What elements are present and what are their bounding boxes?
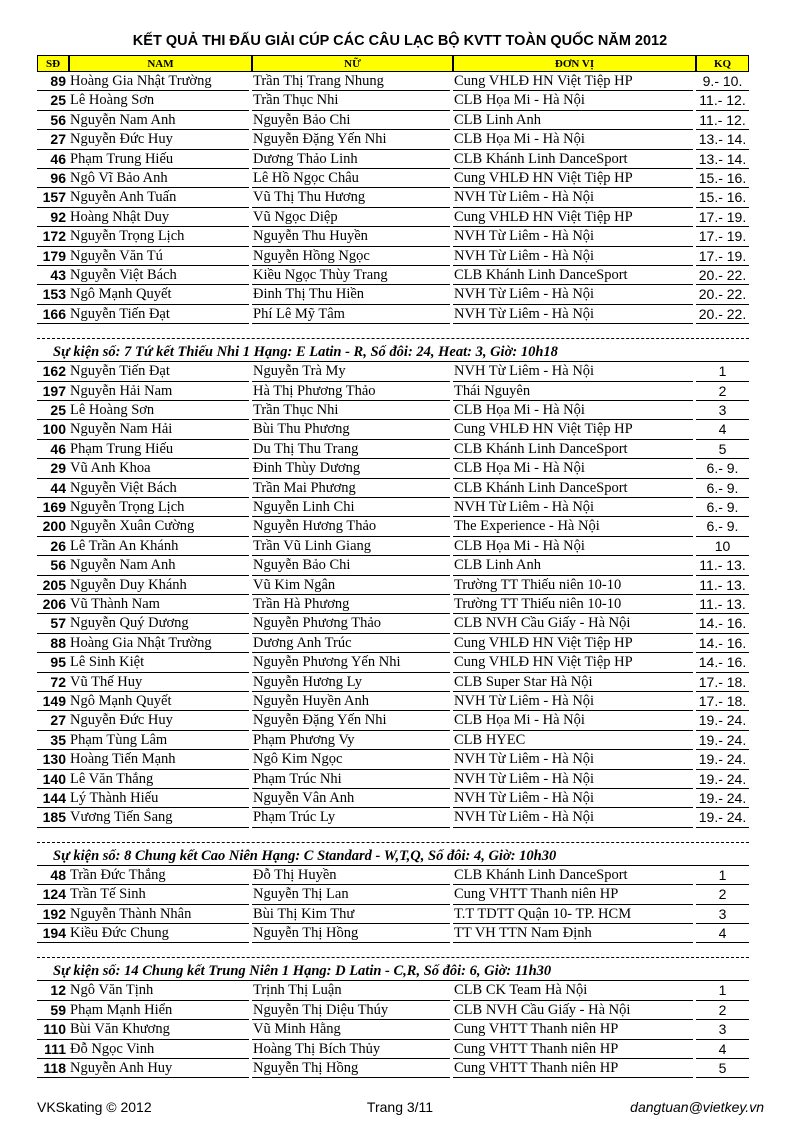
female-dancer-cell: Trần Hà Phương: [252, 595, 450, 614]
club-unit-cell: CLB Họa Mi - Hà Nội: [453, 537, 693, 556]
result-cell: 17.- 19.: [696, 208, 749, 227]
female-dancer-cell: Trần Thục Nhi: [252, 91, 450, 110]
result-cell: 17.- 18.: [696, 692, 749, 711]
female-dancer-cell: Phạm Trúc Ly: [252, 808, 450, 827]
bib-number-cell: 27: [37, 711, 69, 730]
table-row: [37, 981, 749, 1000]
header-kq: KQ: [696, 55, 749, 72]
header-nu: NỮ: [252, 55, 453, 72]
female-dancer-cell: Trịnh Thị Luận: [252, 981, 450, 1000]
female-dancer-cell: Nguyễn Linh Chi: [252, 498, 450, 517]
result-cell: 1: [696, 981, 749, 1000]
bib-number-cell: 111: [37, 1040, 69, 1059]
result-cell: 6.- 9.: [696, 498, 749, 517]
female-dancer-cell: Nguyễn Đặng Yến Nhi: [252, 711, 450, 730]
female-dancer-cell: Vũ Ngọc Diệp: [252, 208, 450, 227]
club-unit-cell: Cung VHTT Thanh niên HP: [453, 885, 693, 904]
result-cell: 3: [696, 401, 749, 420]
footer-page-number: Trang 3/11: [366, 1099, 434, 1115]
bib-number-cell: 157: [37, 188, 69, 207]
result-cell: 19.- 24.: [696, 750, 749, 769]
table-row: [37, 576, 749, 595]
male-dancer-cell: Nguyễn Đức Huy: [69, 711, 249, 730]
club-unit-cell: NVH Từ Liêm - Hà Nội: [453, 692, 693, 711]
bib-number-cell: 185: [37, 808, 69, 827]
result-cell: 11.- 13.: [696, 595, 749, 614]
male-dancer-cell: Lê Sinh Kiệt: [69, 653, 249, 672]
table-row: [37, 266, 749, 285]
result-cell: 17.- 18.: [696, 673, 749, 692]
club-unit-cell: NVH Từ Liêm - Hà Nội: [453, 188, 693, 207]
bib-number-cell: 96: [37, 169, 69, 188]
table-row: [37, 285, 749, 304]
female-dancer-cell: Hoàng Thị Bích Thủy: [252, 1040, 450, 1059]
male-dancer-cell: Hoàng Tiến Mạnh: [69, 750, 249, 769]
table-row: [37, 479, 749, 498]
bib-number-cell: 25: [37, 401, 69, 420]
result-cell: 1: [696, 362, 749, 381]
female-dancer-cell: Kiều Ngọc Thùy Trang: [252, 266, 450, 285]
result-cell: 15.- 16.: [696, 169, 749, 188]
result-cell: 4: [696, 420, 749, 439]
club-unit-cell: Cung VHLĐ HN Việt Tiệp HP: [453, 72, 693, 91]
male-dancer-cell: Nguyễn Xuân Cường: [69, 517, 249, 536]
result-cell: 11.- 12.: [696, 91, 749, 110]
female-dancer-cell: Nguyễn Thu Huyền: [252, 227, 450, 246]
female-dancer-cell: Đinh Thùy Dương: [252, 459, 450, 478]
header-sd: SĐ: [37, 55, 69, 72]
club-unit-cell: Cung VHLĐ HN Việt Tiệp HP: [453, 208, 693, 227]
female-dancer-cell: Dương Thảo Linh: [252, 150, 450, 169]
bib-number-cell: 44: [37, 479, 69, 498]
result-cell: 19.- 24.: [696, 789, 749, 808]
event-heading: Sự kiện số: 14 Chung kết Trung Niên 1 Hạng: D Latin - C,R, Số đôi: 6, Giờ: 11h30: [37, 961, 749, 981]
table-row: [37, 595, 749, 614]
club-unit-cell: CLB Họa Mi - Hà Nội: [453, 401, 693, 420]
result-cell: 11.- 13.: [696, 556, 749, 575]
club-unit-cell: Cung VHLĐ HN Việt Tiệp HP: [453, 420, 693, 439]
result-cell: 14.- 16.: [696, 653, 749, 672]
male-dancer-cell: Ngô Mạnh Quyết: [69, 285, 249, 304]
bib-number-cell: 57: [37, 614, 69, 633]
table-row: [37, 420, 749, 439]
male-dancer-cell: Nguyễn Việt Bách: [69, 266, 249, 285]
club-unit-cell: Thái Nguyên: [453, 382, 693, 401]
male-dancer-cell: Hoàng Gia Nhật Trường: [69, 72, 249, 91]
table-row: [37, 362, 749, 381]
table-row: [37, 382, 749, 401]
female-dancer-cell: Trần Thục Nhi: [252, 401, 450, 420]
result-cell: 20.- 22.: [696, 305, 749, 324]
male-dancer-cell: Phạm Tùng Lâm: [69, 731, 249, 750]
male-dancer-cell: Lê Hoàng Sơn: [69, 401, 249, 420]
result-cell: 19.- 24.: [696, 808, 749, 827]
result-cell: 6.- 9.: [696, 517, 749, 536]
male-dancer-cell: Nguyễn Trọng Lịch: [69, 227, 249, 246]
male-dancer-cell: Vũ Anh Khoa: [69, 459, 249, 478]
bib-number-cell: 194: [37, 924, 69, 943]
table-row: [37, 188, 749, 207]
bib-number-cell: 162: [37, 362, 69, 381]
result-cell: 6.- 9.: [696, 459, 749, 478]
result-cell: 5: [696, 440, 749, 459]
bib-number-cell: 92: [37, 208, 69, 227]
female-dancer-cell: Hà Thị Phương Thảo: [252, 382, 450, 401]
bib-number-cell: 29: [37, 459, 69, 478]
male-dancer-cell: Nguyễn Nam Anh: [69, 111, 249, 130]
table-row: [37, 866, 749, 885]
table-row: [37, 770, 749, 789]
male-dancer-cell: Phạm Trung Hiếu: [69, 440, 249, 459]
male-dancer-cell: Nguyễn Văn Tú: [69, 247, 249, 266]
table-row: [37, 924, 749, 943]
table-row: [37, 1001, 749, 1020]
result-cell: 14.- 16.: [696, 614, 749, 633]
club-unit-cell: Cung VHTT Thanh niên HP: [453, 1040, 693, 1059]
male-dancer-cell: Hoàng Gia Nhật Trường: [69, 634, 249, 653]
male-dancer-cell: Phạm Mạnh Hiển: [69, 1001, 249, 1020]
club-unit-cell: NVH Từ Liêm - Hà Nội: [453, 498, 693, 517]
male-dancer-cell: Nguyễn Tiến Đạt: [69, 362, 249, 381]
club-unit-cell: NVH Từ Liêm - Hà Nội: [453, 362, 693, 381]
bib-number-cell: 46: [37, 150, 69, 169]
bib-number-cell: 95: [37, 653, 69, 672]
club-unit-cell: CLB NVH Cầu Giấy - Hà Nội: [453, 1001, 693, 1020]
male-dancer-cell: Ngô Vĩ Bảo Anh: [69, 169, 249, 188]
female-dancer-cell: Lê Hồ Ngọc Châu: [252, 169, 450, 188]
bib-number-cell: 56: [37, 111, 69, 130]
result-cell: 19.- 24.: [696, 711, 749, 730]
bib-number-cell: 197: [37, 382, 69, 401]
event-heading: Sự kiện số: 7 Tứ kết Thiếu Nhi 1 Hạng: E Latin - R, Số đôi: 24, Heat: 3, Giờ: 10h18: [37, 342, 749, 362]
male-dancer-cell: Bùi Văn Khương: [69, 1020, 249, 1039]
table-row: [37, 227, 749, 246]
club-unit-cell: NVH Từ Liêm - Hà Nội: [453, 285, 693, 304]
female-dancer-cell: Ngô Kim Ngọc: [252, 750, 450, 769]
table-row: [37, 440, 749, 459]
club-unit-cell: Trường TT Thiếu niên 10-10: [453, 576, 693, 595]
table-row: [37, 111, 749, 130]
page-title: KẾT QUẢ THI ĐẤU GIẢI CÚP CÁC CÂU LẠC BỘ KVTT TOÀN QUỐC NĂM 2012: [132, 33, 668, 49]
club-unit-cell: CLB Linh Anh: [453, 556, 693, 575]
bib-number-cell: 140: [37, 770, 69, 789]
bib-number-cell: 166: [37, 305, 69, 324]
club-unit-cell: The Experience - Hà Nội: [453, 517, 693, 536]
club-unit-cell: CLB Họa Mi - Hà Nội: [453, 130, 693, 149]
female-dancer-cell: Đỗ Thị Huyền: [252, 866, 450, 885]
result-cell: 13.- 14.: [696, 130, 749, 149]
male-dancer-cell: Lê Hoàng Sơn: [69, 91, 249, 110]
table-row: [37, 72, 749, 91]
bib-number-cell: 200: [37, 517, 69, 536]
table-row: [37, 1040, 749, 1059]
female-dancer-cell: Trần Mai Phương: [252, 479, 450, 498]
male-dancer-cell: Nguyễn Trọng Lịch: [69, 498, 249, 517]
section-divider: [37, 957, 749, 958]
result-cell: 11.- 13.: [696, 576, 749, 595]
male-dancer-cell: Lê Văn Thắng: [69, 770, 249, 789]
male-dancer-cell: Phạm Trung Hiếu: [69, 150, 249, 169]
table-row: [37, 208, 749, 227]
table-row: [37, 789, 749, 808]
result-cell: 5: [696, 1059, 749, 1078]
table-row: [37, 537, 749, 556]
bib-number-cell: 27: [37, 130, 69, 149]
female-dancer-cell: Nguyễn Thị Lan: [252, 885, 450, 904]
female-dancer-cell: Trần Vũ Linh Giang: [252, 537, 450, 556]
table-row: [37, 905, 749, 924]
result-cell: 10: [696, 537, 749, 556]
club-unit-cell: Cung VHLĐ HN Việt Tiệp HP: [453, 169, 693, 188]
section-divider: [37, 338, 749, 339]
result-cell: 4: [696, 924, 749, 943]
male-dancer-cell: Nguyễn Duy Khánh: [69, 576, 249, 595]
male-dancer-cell: Nguyễn Việt Bách: [69, 479, 249, 498]
female-dancer-cell: Phạm Trúc Nhi: [252, 770, 450, 789]
female-dancer-cell: Nguyễn Thị Diệu Thúy: [252, 1001, 450, 1020]
table-row: [37, 498, 749, 517]
female-dancer-cell: Nguyễn Hương Thảo: [252, 517, 450, 536]
bib-number-cell: 46: [37, 440, 69, 459]
result-cell: 11.- 12.: [696, 111, 749, 130]
result-cell: 17.- 19.: [696, 247, 749, 266]
result-cell: 13.- 14.: [696, 150, 749, 169]
result-cell: 15.- 16.: [696, 188, 749, 207]
bib-number-cell: 25: [37, 91, 69, 110]
female-dancer-cell: Nguyễn Phương Yến Nhi: [252, 653, 450, 672]
club-unit-cell: NVH Từ Liêm - Hà Nội: [453, 305, 693, 324]
club-unit-cell: NVH Từ Liêm - Hà Nội: [453, 247, 693, 266]
female-dancer-cell: Vũ Thị Thu Hương: [252, 188, 450, 207]
result-cell: 2: [696, 382, 749, 401]
table-row: [37, 750, 749, 769]
male-dancer-cell: Lý Thành Hiếu: [69, 789, 249, 808]
club-unit-cell: CLB Khánh Linh DanceSport: [453, 866, 693, 885]
male-dancer-cell: Ngô Văn Tịnh: [69, 981, 249, 1000]
bib-number-cell: 153: [37, 285, 69, 304]
result-cell: 19.- 24.: [696, 731, 749, 750]
male-dancer-cell: Nguyễn Nam Hải: [69, 420, 249, 439]
female-dancer-cell: Nguyễn Bảo Chi: [252, 111, 450, 130]
table-row: [37, 808, 749, 827]
female-dancer-cell: Bùi Thị Kim Thư: [252, 905, 450, 924]
bib-number-cell: 179: [37, 247, 69, 266]
male-dancer-cell: Nguyễn Đức Huy: [69, 130, 249, 149]
male-dancer-cell: Đỗ Ngọc Vinh: [69, 1040, 249, 1059]
table-row: [37, 130, 749, 149]
male-dancer-cell: Vũ Thành Nam: [69, 595, 249, 614]
event-heading: Sự kiện số: 8 Chung kết Cao Niên Hạng: C Standard - W,T,Q, Số đôi: 4, Giờ: 10h30: [37, 846, 749, 866]
result-cell: 9.- 10.: [696, 72, 749, 91]
bib-number-cell: 43: [37, 266, 69, 285]
result-cell: 19.- 24.: [696, 770, 749, 789]
bib-number-cell: 205: [37, 576, 69, 595]
table-row: [37, 556, 749, 575]
header-donvi: ĐƠN VỊ: [453, 55, 696, 72]
club-unit-cell: CLB Khánh Linh DanceSport: [453, 150, 693, 169]
bib-number-cell: 169: [37, 498, 69, 517]
table-row: [37, 247, 749, 266]
female-dancer-cell: Phí Lê Mỹ Tâm: [252, 305, 450, 324]
result-cell: 3: [696, 905, 749, 924]
female-dancer-cell: Nguyễn Bảo Chi: [252, 556, 450, 575]
result-cell: 14.- 16.: [696, 634, 749, 653]
male-dancer-cell: Nguyễn Quý Dương: [69, 614, 249, 633]
female-dancer-cell: Nguyễn Đặng Yến Nhi: [252, 130, 450, 149]
female-dancer-cell: Dương Anh Trúc: [252, 634, 450, 653]
result-cell: 1: [696, 866, 749, 885]
table-row: [37, 1059, 749, 1078]
female-dancer-cell: Đinh Thị Thu Hiền: [252, 285, 450, 304]
female-dancer-cell: Nguyễn Hồng Ngọc: [252, 247, 450, 266]
female-dancer-cell: Phạm Phương Vy: [252, 731, 450, 750]
table-row: [37, 169, 749, 188]
club-unit-cell: CLB Super Star Hà Nội: [453, 673, 693, 692]
bib-number-cell: 35: [37, 731, 69, 750]
club-unit-cell: CLB CK Team Hà Nội: [453, 981, 693, 1000]
female-dancer-cell: Nguyễn Hương Ly: [252, 673, 450, 692]
result-cell: 2: [696, 885, 749, 904]
section-divider: [37, 842, 749, 843]
bib-number-cell: 130: [37, 750, 69, 769]
club-unit-cell: NVH Từ Liêm - Hà Nội: [453, 750, 693, 769]
club-unit-cell: NVH Từ Liêm - Hà Nội: [453, 808, 693, 827]
table-row: [37, 885, 749, 904]
club-unit-cell: Trường TT Thiếu niên 10-10: [453, 595, 693, 614]
club-unit-cell: NVH Từ Liêm - Hà Nội: [453, 789, 693, 808]
table-row: [37, 673, 749, 692]
club-unit-cell: TT VH TTN Nam Định: [453, 924, 693, 943]
bib-number-cell: 172: [37, 227, 69, 246]
bib-number-cell: 192: [37, 905, 69, 924]
male-dancer-cell: Nguyễn Hải Nam: [69, 382, 249, 401]
table-row: [37, 731, 749, 750]
table-row: [37, 91, 749, 110]
bib-number-cell: 206: [37, 595, 69, 614]
club-unit-cell: T.T TDTT Quận 10- TP. HCM: [453, 905, 693, 924]
male-dancer-cell: Ngô Mạnh Quyết: [69, 692, 249, 711]
bib-number-cell: 118: [37, 1059, 69, 1078]
header-nam: NAM: [69, 55, 252, 72]
male-dancer-cell: Trần Tế Sinh: [69, 885, 249, 904]
club-unit-cell: CLB Họa Mi - Hà Nội: [453, 711, 693, 730]
female-dancer-cell: Trần Thị Trang Nhung: [252, 72, 450, 91]
bib-number-cell: 100: [37, 420, 69, 439]
male-dancer-cell: Nguyễn Nam Anh: [69, 556, 249, 575]
table-row: [37, 459, 749, 478]
male-dancer-cell: Nguyễn Anh Tuấn: [69, 188, 249, 207]
table-row: [37, 634, 749, 653]
result-cell: 4: [696, 1040, 749, 1059]
club-unit-cell: CLB Khánh Linh DanceSport: [453, 266, 693, 285]
male-dancer-cell: Hoàng Nhật Duy: [69, 208, 249, 227]
female-dancer-cell: Nguyễn Trà My: [252, 362, 450, 381]
bib-number-cell: 149: [37, 692, 69, 711]
male-dancer-cell: Vũ Thế Huy: [69, 673, 249, 692]
table-row: [37, 305, 749, 324]
table-row: [37, 401, 749, 420]
male-dancer-cell: Trần Đức Thắng: [69, 866, 249, 885]
male-dancer-cell: Vương Tiến Sang: [69, 808, 249, 827]
result-cell: 17.- 19.: [696, 227, 749, 246]
table-row: [37, 517, 749, 536]
female-dancer-cell: Bùi Thu Phương: [252, 420, 450, 439]
club-unit-cell: Cung VHLĐ HN Việt Tiệp HP: [453, 653, 693, 672]
table-header: [37, 55, 749, 72]
result-cell: 20.- 22.: [696, 285, 749, 304]
table-row: [37, 653, 749, 672]
male-dancer-cell: Nguyễn Thành Nhân: [69, 905, 249, 924]
male-dancer-cell: Lê Trần An Khánh: [69, 537, 249, 556]
footer-copyright: VKSkating © 2012: [37, 1099, 152, 1115]
female-dancer-cell: Nguyễn Phương Thảo: [252, 614, 450, 633]
table-row: [37, 150, 749, 169]
club-unit-cell: NVH Từ Liêm - Hà Nội: [453, 770, 693, 789]
bib-number-cell: 124: [37, 885, 69, 904]
table-row: [37, 1020, 749, 1039]
result-cell: 6.- 9.: [696, 479, 749, 498]
table-row: [37, 614, 749, 633]
table-row: [37, 711, 749, 730]
club-unit-cell: Cung VHTT Thanh niên HP: [453, 1020, 693, 1039]
bib-number-cell: 110: [37, 1020, 69, 1039]
bib-number-cell: 56: [37, 556, 69, 575]
bib-number-cell: 72: [37, 673, 69, 692]
result-cell: 2: [696, 1001, 749, 1020]
bib-number-cell: 59: [37, 1001, 69, 1020]
table-row: [37, 692, 749, 711]
footer-email: dangtuan@vietkey.vn: [630, 1099, 764, 1115]
result-cell: 3: [696, 1020, 749, 1039]
result-cell: 20.- 22.: [696, 266, 749, 285]
bib-number-cell: 26: [37, 537, 69, 556]
bib-number-cell: 48: [37, 866, 69, 885]
club-unit-cell: CLB Khánh Linh DanceSport: [453, 479, 693, 498]
female-dancer-cell: Du Thị Thu Trang: [252, 440, 450, 459]
club-unit-cell: Cung VHLĐ HN Việt Tiệp HP: [453, 634, 693, 653]
bib-number-cell: 144: [37, 789, 69, 808]
female-dancer-cell: Nguyễn Thị Hồng: [252, 924, 450, 943]
bib-number-cell: 89: [37, 72, 69, 91]
club-unit-cell: CLB Khánh Linh DanceSport: [453, 440, 693, 459]
female-dancer-cell: Vũ Minh Hằng: [252, 1020, 450, 1039]
club-unit-cell: NVH Từ Liêm - Hà Nội: [453, 227, 693, 246]
club-unit-cell: CLB Họa Mi - Hà Nội: [453, 91, 693, 110]
female-dancer-cell: Nguyễn Thị Hồng: [252, 1059, 450, 1078]
club-unit-cell: CLB Linh Anh: [453, 111, 693, 130]
male-dancer-cell: Nguyễn Tiến Đạt: [69, 305, 249, 324]
male-dancer-cell: Kiều Đức Chung: [69, 924, 249, 943]
female-dancer-cell: Nguyễn Vân Anh: [252, 789, 450, 808]
club-unit-cell: Cung VHTT Thanh niên HP: [453, 1059, 693, 1078]
club-unit-cell: CLB NVH Cầu Giấy - Hà Nội: [453, 614, 693, 633]
bib-number-cell: 12: [37, 981, 69, 1000]
club-unit-cell: CLB HYEC: [453, 731, 693, 750]
male-dancer-cell: Nguyễn Anh Huy: [69, 1059, 249, 1078]
female-dancer-cell: Vũ Kim Ngân: [252, 576, 450, 595]
bib-number-cell: 88: [37, 634, 69, 653]
female-dancer-cell: Nguyễn Huyền Anh: [252, 692, 450, 711]
club-unit-cell: CLB Họa Mi - Hà Nội: [453, 459, 693, 478]
